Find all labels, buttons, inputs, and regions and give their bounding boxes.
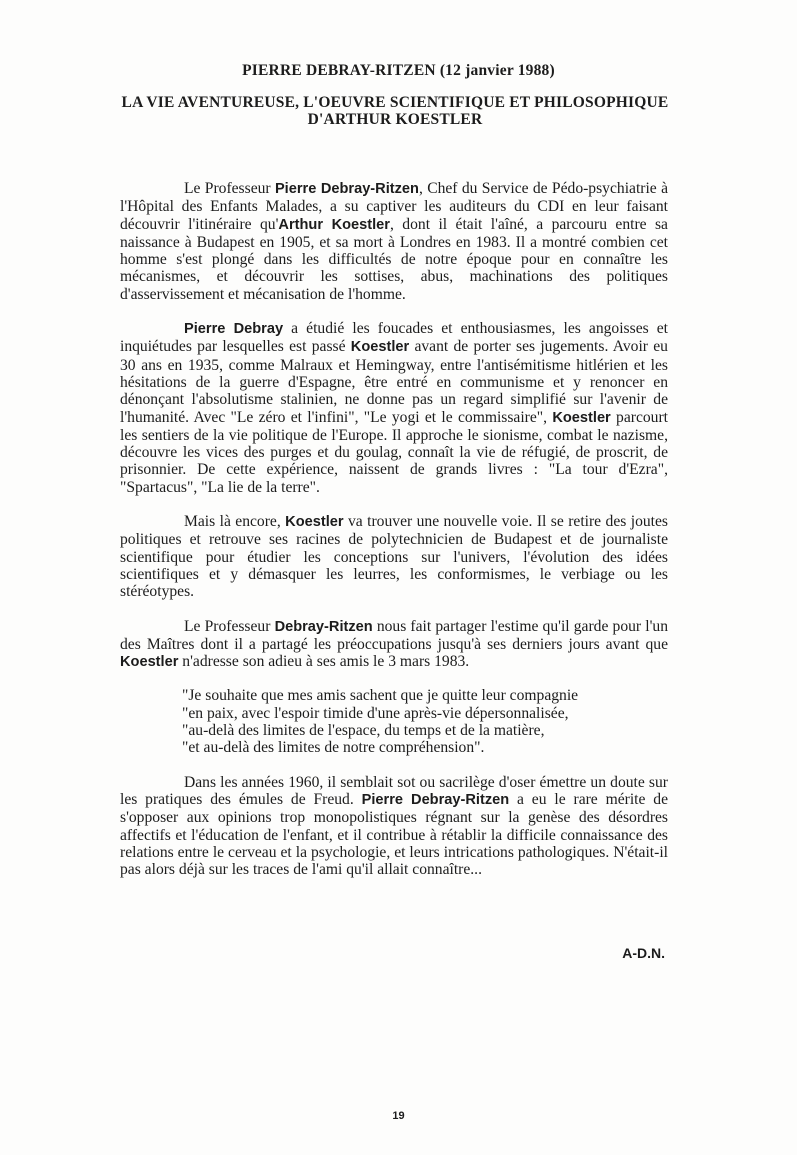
bold-name: Koestler <box>285 514 344 531</box>
quote-line: "en paix, avec l'espoir timide d'une après-vie dépersonnalisée, <box>182 704 569 722</box>
page-number: 19 <box>392 1110 405 1122</box>
paragraph-5 <box>120 774 668 879</box>
bold-name: Koestler <box>350 339 410 356</box>
quote-line: "au-delà des limites de l'espace, du temps et de la matière, <box>182 722 545 740</box>
text-run: parcourt les sentiers de la vie politique de l'Europe. Il approche le sionisme, combat le nazisme, découvre les vices des purges et du goulag, connaît la vie de réfugié, de proscrit, de prisonnier. De cette expérience, naissent de grands livres : "La tour d'Ezra", "Spartacus", "La lie de la terre". <box>120 408 668 496</box>
bold-name: Pierre Debray-Ritzen <box>274 181 419 197</box>
text-run: Le Professeur <box>184 180 275 197</box>
text-run: a étudié les foucades et enthousiasmes, les angoisses et inquiétudes par lesquelles est passé <box>120 320 669 356</box>
paragraph-2 <box>120 320 668 496</box>
author-signature: A-D.N. <box>622 945 665 961</box>
text-run: a eu le rare mérite de s'opposer aux opinions trop monopolistiques régnant sur la genèse des désordres affectifs et l'éducation de l'enfant, et il contribue à rétablir la difficile connaissance des relations entre le cerveau et la psychologie, et leurs intrications pathologiques. N'était-il pas alors déjà sur les traces de l'ami qu'il allait connaître... <box>120 790 669 879</box>
text-run: Dans les années 1960, il semblait sot ou sacrilège d'oser émettre un doute sur les pratiques des émules de Freud. <box>120 773 668 808</box>
subtitle-line-1: LA VIE AVENTUREUSE, L'OEUVRE SCIENTIFIQUE ET PHILOSOPHIQUE <box>121 94 669 111</box>
text-run: , dont il était l'aîné, a parcouru entre sa naissance à Budapest en 1905, et sa mort à Londres en 1983. Il a montré combien cet homme s'est plongé dans les difficultés de notre époque pour en connaître les mécanismes, et découvrir les sottises, abus, machinations des politiques d'asservissement et mécanisation de l'homme. <box>120 215 668 303</box>
bold-name: Pierre Debray-Ritzen <box>361 791 510 808</box>
quote-line: "Je souhaite que mes amis sachent que je quitte leur compagnie <box>182 687 579 705</box>
bold-name: Pierre Debray <box>184 321 284 338</box>
page-title: PIERRE DEBRAY-RITZEN (12 janvier 1988) <box>242 62 555 79</box>
paragraph-3 <box>120 513 668 600</box>
quote-line: "et au-delà des limites de notre compréhension". <box>182 739 485 757</box>
text-run: nous fait partager l'estime qu'il garde pour l'un des Maîtres dont il a partagé les préoccupations jusqu'à ses derniers jours avant que <box>120 617 668 653</box>
subtitle-line-2: D'ARTHUR KOESTLER <box>307 111 483 128</box>
paragraph-1 <box>120 180 668 303</box>
text-run: va trouver une nouvelle voie. Il se retire des joutes politiques et retrouve ses racines de polytechnicien de Budapest et de journaliste scientifique pour étudier les conceptions sur l'univers, l'évolution des idées scientifiques et y démasquer les leurres, les conformismes, le verbiage ou les stéréotypes. <box>120 513 668 601</box>
article-body <box>120 180 668 878</box>
text-run: Mais là encore, <box>184 513 286 531</box>
text-run: , Chef du Service de Pédo-psychiatrie à l'Hôpital des Enfants Malades, a su captiver les auditeurs du CDI en leur faisant découvrir l'itinéraire qu' <box>120 180 668 233</box>
bold-name: Koestler <box>552 409 611 426</box>
bold-name: Debray-Ritzen <box>274 618 373 635</box>
bold-name: Koestler <box>120 654 179 671</box>
koestler-quote <box>182 687 668 756</box>
bold-name: Arthur Koestler <box>278 216 390 233</box>
text-run: Le Professeur <box>184 617 275 635</box>
text-run: avant de porter ses jugements. Avoir eu 30 ans en 1935, comme Malraux et Hemingway, entre l'antisémitisme hitlérien et les hésitations de la guerre d'Espagne, être entré en communisme et y renoncer en dénonçant l'absolutisme stalinien, ne donne pas un regard simplifié sur l'avenir de l'humanité. Avec "Le zéro et l'infini", "Le yogi et le commissaire", <box>120 338 668 426</box>
paragraph-4 <box>120 618 668 672</box>
text-run: n'adresse son adieu à ses amis le 3 mars 1983. <box>178 653 470 671</box>
page-subtitle <box>110 94 680 128</box>
